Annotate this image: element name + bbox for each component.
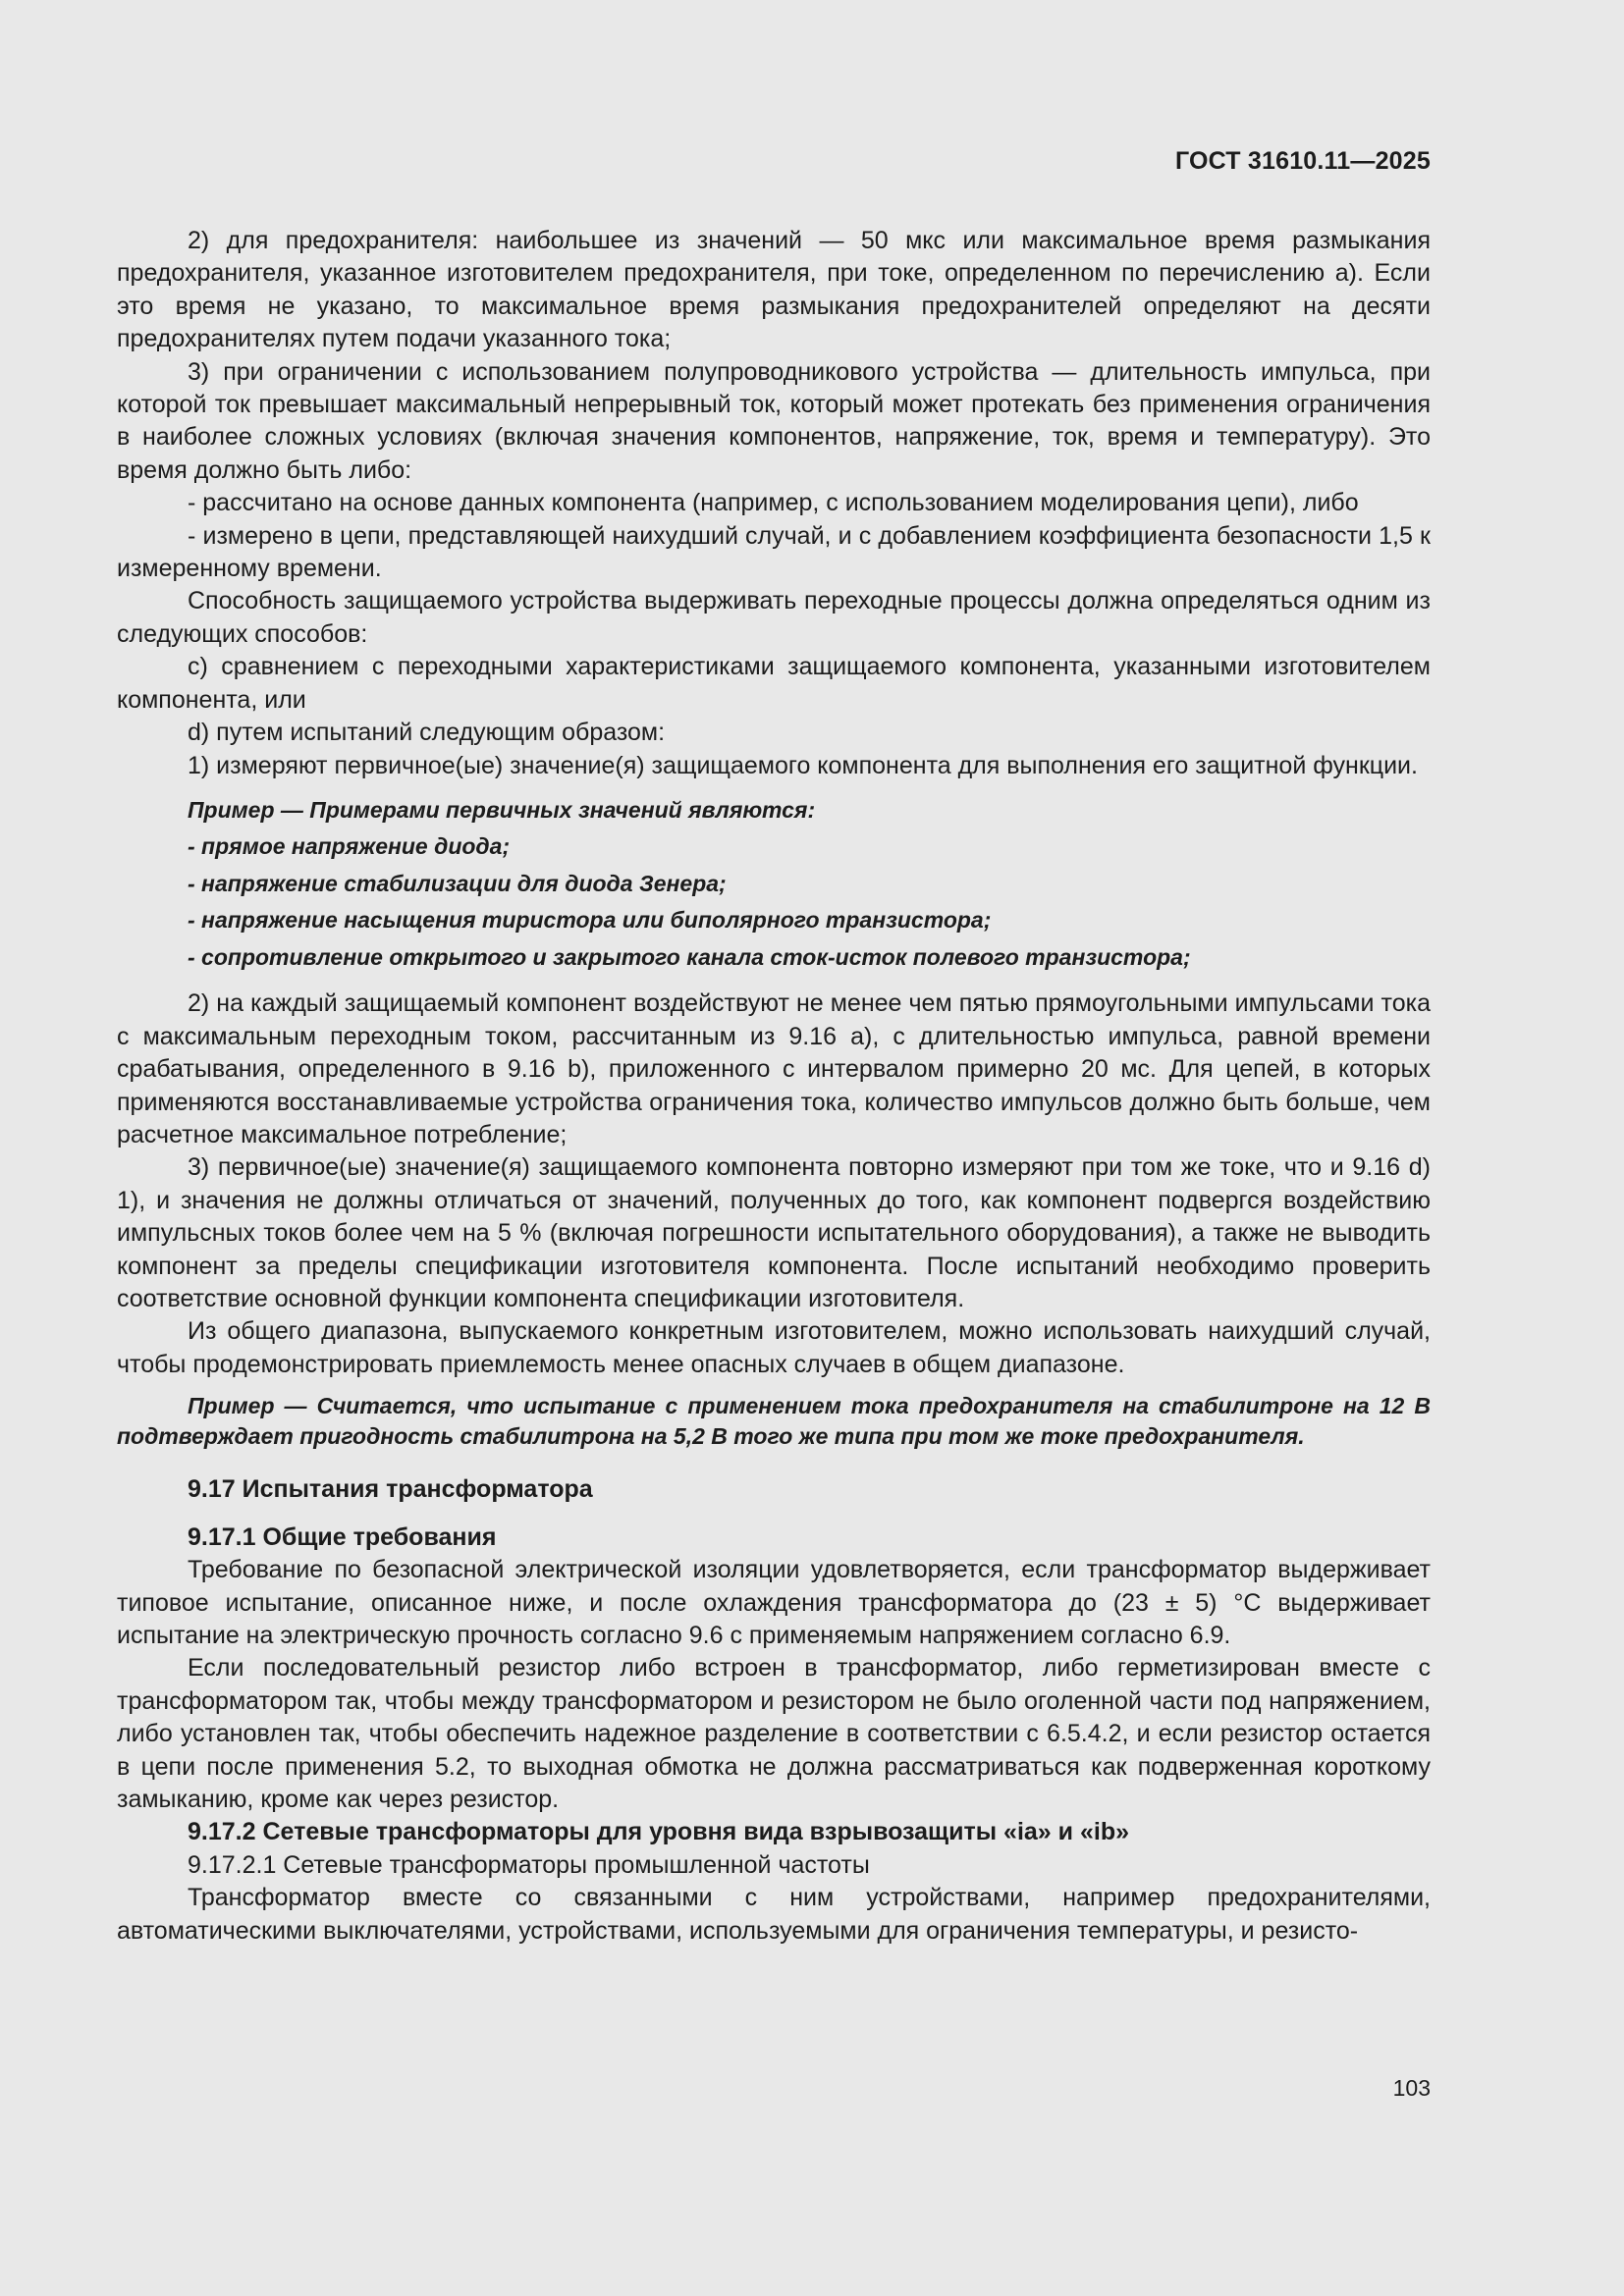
paragraph-step-3: 3) первичное(ые) значение(я) защищаемого компонента повторно измеряют при том же токе, что и 9.16 d) 1), и значения не должны отличаться от значений, полученных до того, как компонент подвергся воздействию импульсных токов более чем на 5 % (включая погрешности испытательного оборудования), а также не выводить компонент за пределы спецификации изготовителя компонента. После испытаний необходимо проверить соответствие основной функции компонента спецификации изготовителя. [117, 1153, 1431, 1313]
paragraph-method-c: c) сравнением с переходными характеристиками защищаемого компонента, указанными изготовителем компонента, или [117, 653, 1431, 714]
example-item: - напряжение стабилизации для диода Зенера; [188, 870, 727, 896]
subsection-heading-9-17-2-1: 9.17.2.1 Сетевые трансформаторы промышленной частоты [188, 1850, 870, 1879]
paragraph-transformer: Трансформатор вместе со связанными с ним устройствами, например предохранителями, автоматическими выключателями, устройствами, используемыми для ограничения температуры, и резисто- [117, 1884, 1431, 1945]
paragraph-transient-capability: Способность защищаемого устройства выдерживать переходные процессы должна определяться одним из следующих способов: [117, 587, 1431, 648]
example-item: - напряжение насыщения тиристора или биполярного транзистора; [188, 907, 992, 934]
paragraph-step-1: 1) измеряют первичное(ые) значение(я) защищаемого компонента для выполнения его защитной функции. [188, 751, 1418, 779]
example-item: - прямое напряжение диода; [188, 833, 511, 860]
subsection-heading-9-17-1: 9.17.1 Общие требования [188, 1522, 497, 1551]
page-content [117, 225, 1431, 1948]
page-number: 103 [1392, 2075, 1431, 2101]
list-item-calculated: - рассчитано на основе данных компонента (например, с использованием моделирования цепи), либо [188, 489, 1359, 517]
list-item-measured: - измерено в цепи, представляющей наихудший случай, и с добавлением коэффициента безопасности 1,5 к измеренному времени. [117, 521, 1431, 583]
subsection-heading-9-17-2: 9.17.2 Сетевые трансформаторы для уровня вида взрывозащиты «ia» и «ib» [188, 1818, 1129, 1846]
paragraph-semiconductor-limit: 3) при ограничении с использованием полупроводникового устройства — длительность импульса, при которой ток превышает максимальный непрерывный ток, который может протекать без применения ограничения в наиболее сложных условиях (включая значения компонентов, напряжение, ток, время и температуру). Это время должно быть либо: [117, 357, 1431, 484]
section-heading-9-17: 9.17 Испытания трансформатора [188, 1475, 593, 1504]
paragraph-step-2: 2) на каждый защищаемый компонент воздействуют не менее чем пятью прямоугольными импульсами тока с максимальным переходным током, рассчитанным из 9.16 a), с длительностью импульса, равной времени срабатывания, определенного в 9.16 b), приложенного с интервалом примерно 20 мс. Для цепей, в которых применяются восстанавливаемые устройства ограничения тока, количество импульсов должно быть больше, чем расчетное максимальное потребление; [117, 989, 1431, 1149]
paragraph-method-d: d) путем испытаний следующим образом: [188, 719, 666, 747]
example-title: Пример — Примерами первичных значений являются: [188, 796, 816, 823]
paragraph-insulation: Требование по безопасной электрической изоляции удовлетворяется, если трансформатор выдерживает типовое испытание, описанное ниже, и после охлаждения трансформатора до (23 ± 5) °С выдерживает испытание на электрическую прочность согласно 9.6 с применяемым напряжением согласно 6.9. [117, 1556, 1431, 1649]
paragraph-series-resistor: Если последовательный резистор либо встроен в трансформатор, либо герметизирован вместе с трансформатором так, чтобы между трансформатором и резистором не было оголенной части под напряжением, либо установлен так, чтобы обеспечить надежное разделение в соответствии с 6.5.4.2, и если резистор остается в цепи после применения 5.2, то выходная обмотка не должна рассматриваться как подверженная короткому замыканию, кроме как через резистор. [117, 1654, 1431, 1813]
example-zener: Пример — Считается, что испытание с применением тока предохранителя на стабилитроне на 12 В подтверждает пригодность стабилитрона на 5,2 В того же типа при том же токе предохранителя. [117, 1393, 1431, 1450]
paragraph-fuse-time: 2) для предохранителя: наибольшее из значений — 50 мкс или максимальное время размыкания предохранителя, указанное изготовителем предохранителя, при токе, определенном по перечислению a). Если это время не указано, то максимальное время размыкания предохранителей определяют на десяти предохранителях путем подачи указанного тока; [117, 227, 1431, 353]
paragraph-worst-case: Из общего диапазона, выпускаемого конкретным изготовителем, можно использовать наихудший случай, чтобы продемонстрировать приемлемость менее опасных случаев в общем диапазоне. [117, 1317, 1431, 1378]
document-id-header: ГОСТ 31610.11—2025 [1174, 147, 1431, 175]
example-item: - сопротивление открытого и закрытого канала сток-исток полевого транзистора; [188, 943, 1191, 970]
